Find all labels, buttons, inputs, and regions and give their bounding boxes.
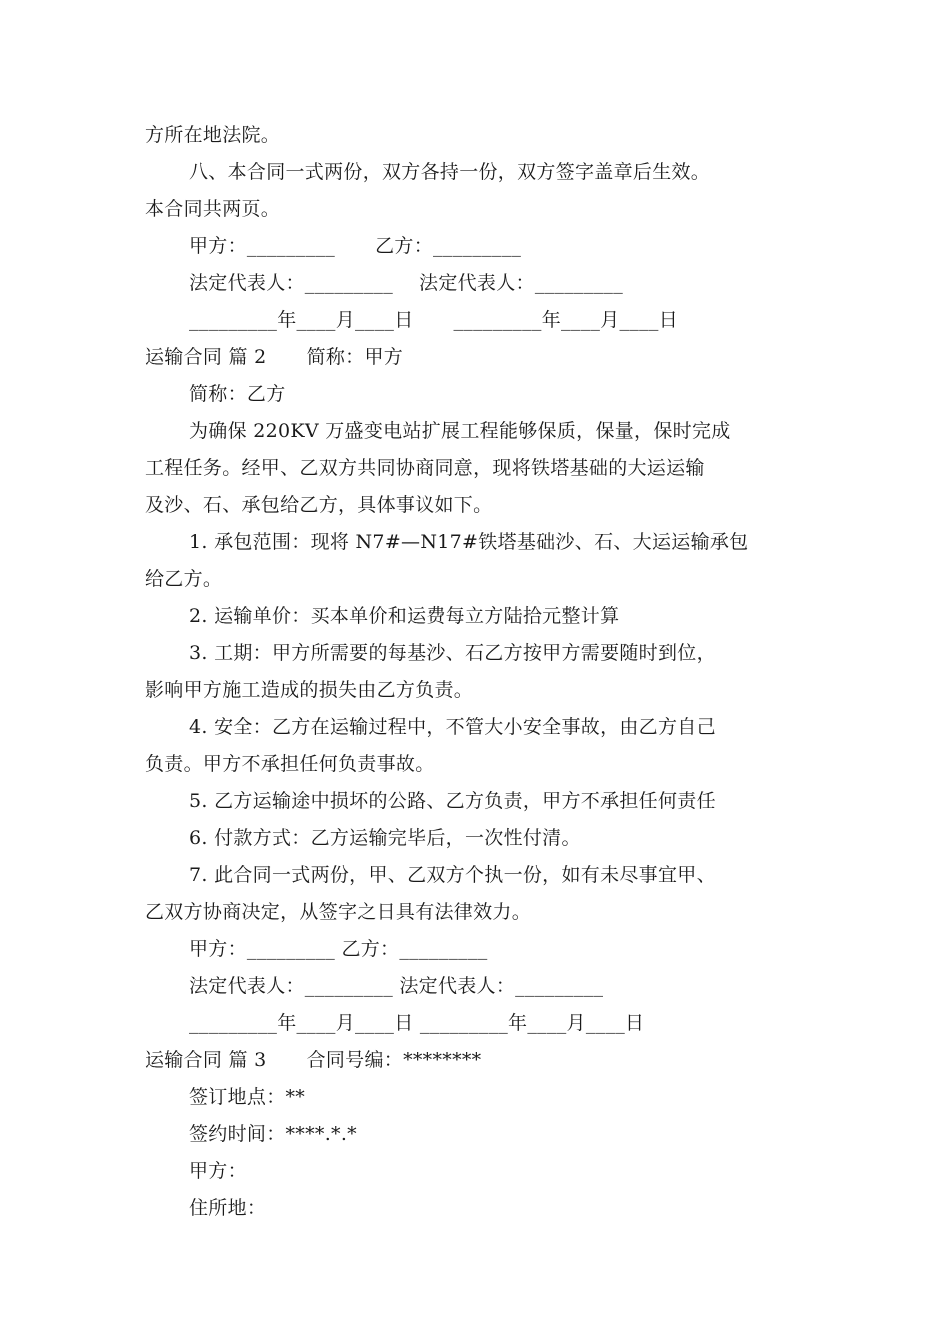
clause-7: 7. 此合同一式两份，甲、乙双方个执一份，如有未尽事宜甲、: [189, 864, 716, 886]
clause-8: 八、本合同一式两份，双方各持一份，双方签字盖章后生效。: [189, 161, 711, 183]
section-title: 运输合同 篇 2: [145, 346, 267, 368]
clause-1: 1. 承包范围：现将 N7#—N17#铁塔基础沙、石、大运运输承包: [189, 531, 749, 553]
section-title: 运输合同 篇 3: [145, 1049, 267, 1071]
party-b-field: 乙方：_________: [375, 235, 522, 257]
text-line: 本合同共两页。: [145, 198, 281, 220]
clause-3-cont: 影响甲方施工造成的损失由乙方负责。: [145, 679, 474, 701]
paragraph-line: 为确保 220KV 万盛变电站扩展工程能够保质，保量，保时完成: [189, 420, 731, 442]
signing-time: 签约时间：****.*.*: [189, 1123, 357, 1145]
text-line: 方所在地法院。: [145, 124, 281, 146]
date-row: [145, 302, 810, 339]
party-a-representative: 法定代表人：_________: [189, 272, 394, 294]
clause-2: 2. 运输单价：买本单价和运费每立方陆拾元整计算: [189, 605, 620, 627]
party-a-date: _________年____月____日: [189, 309, 414, 331]
party-a-short-name: 简称：甲方: [306, 346, 404, 368]
representative-row: [145, 265, 810, 302]
party-a-field: 甲方：_________: [189, 235, 336, 257]
clause-1-cont: 给乙方。: [145, 568, 223, 590]
party-b-short-name: 简称：乙方: [189, 383, 286, 405]
date-row: _________年____月____日 _________年____月____日: [189, 1012, 645, 1034]
clause-6: 6. 付款方式：乙方运输完毕后，一次性付清。: [189, 827, 581, 849]
address-label: 住所地：: [189, 1197, 267, 1219]
paragraph-line: 及沙、石、承包给乙方，具体事议如下。: [145, 494, 493, 516]
section-heading-3: [145, 1042, 810, 1079]
clause-4-cont: 负责。甲方不承担任何负责事故。: [145, 753, 435, 775]
clause-3: 3. 工期：甲方所需要的每基沙、石乙方按甲方需要随时到位，: [189, 642, 716, 664]
party-signature-row: [145, 228, 810, 265]
contract-number: 合同号编：********: [306, 1049, 482, 1071]
document-body: [145, 117, 810, 1227]
party-b-representative: 法定代表人：_________: [419, 272, 624, 294]
signing-location: 签订地点：**: [189, 1086, 306, 1108]
paragraph-line: 工程任务。经甲、乙双方共同协商同意，现将铁塔基础的大运运输: [145, 457, 705, 479]
representative-row: 法定代表人：_________ 法定代表人：_________: [189, 975, 604, 997]
section-heading-2: [145, 339, 810, 376]
clause-5: 5. 乙方运输途中损坏的公路、乙方负责，甲方不承担任何责任: [189, 790, 716, 812]
party-a-label: 甲方：: [189, 1160, 247, 1182]
party-b-date: _________年____月____日: [453, 309, 678, 331]
party-signature-row: 甲方：_________ 乙方：_________: [189, 938, 488, 960]
clause-7-cont: 乙双方协商决定，从签字之日具有法律效力。: [145, 901, 532, 923]
clause-4: 4. 安全：乙方在运输过程中，不管大小安全事故，由乙方自己: [189, 716, 716, 738]
